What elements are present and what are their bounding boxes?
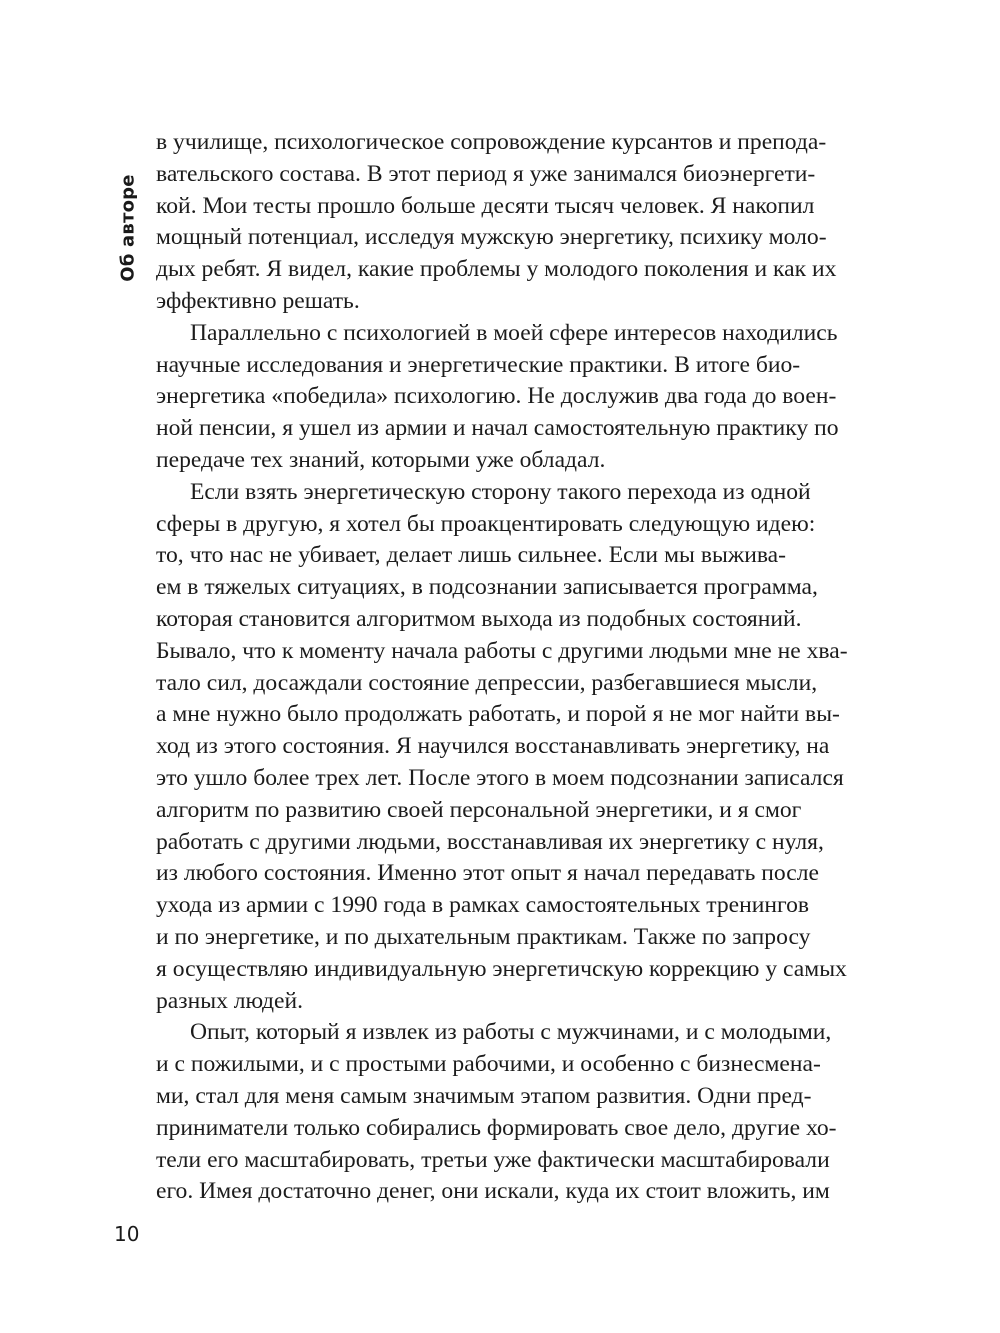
text-line: и с пожилыми, и с простыми рабочими, и особенно с бизнесмена-	[156, 1051, 821, 1078]
text-line: передаче тех знаний, которыми уже обладал.	[156, 446, 606, 473]
text-line: ми, стал для меня самым значимым этапом развития. Одни пред-	[156, 1082, 812, 1109]
text-line: работать с другими людьми, восстанавливая их энергетику с нуля,	[156, 828, 824, 855]
text-line: ной пенсии, я ушел из армии и начал самостоятельную практику по	[156, 415, 839, 442]
text-line: его. Имея достаточно денег, они искали, куда их стоит вложить, им	[156, 1178, 830, 1205]
text-line: Если взять энергетическую сторону такого перехода из одной	[190, 478, 811, 505]
text-line: разных людей.	[156, 987, 303, 1014]
text-line: тало сил, досаждали состояние депрессии, разбегавшиеся мысли,	[156, 669, 818, 696]
running-head-text: Об авторе	[117, 174, 139, 282]
text-line: и по энергетике, и по дыхательным практикам. Также по запросу	[156, 923, 811, 950]
text-line: из любого состояния. Именно этот опыт я начал передавать после	[156, 860, 819, 887]
paragraph-2	[156, 318, 839, 477]
text-line: эффективно решать.	[156, 287, 360, 314]
text-line: Параллельно с психологией в моей сфере интересов находились	[190, 319, 838, 346]
text-line: кой. Мои тесты прошло больше десяти тысяч человек. Я накопил	[156, 192, 815, 219]
body-text	[156, 127, 848, 1208]
text-line: я осуществляю индивидуальную энергетичскую коррекцию у самых	[156, 955, 847, 982]
paragraph-3	[156, 477, 848, 1018]
text-line: мощный потенциал, исследуя мужскую энергетику, психику моло-	[156, 224, 827, 251]
text-line: ход из этого состояния. Я научился восстанавливать энергетику, на	[156, 733, 830, 760]
text-line: тели его масштабировать, третьи уже фактически масштабировали	[156, 1146, 830, 1173]
text-line: научные исследования и энергетические практики. В итоге био-	[156, 351, 801, 378]
text-line: вательского состава. В этот период я уже занимался биоэнергети-	[156, 160, 816, 187]
paragraph-4	[156, 1017, 837, 1208]
text-line: то, что нас не убивает, делает лишь сильнее. Если мы выжива-	[156, 542, 786, 569]
text-line: Опыт, который я извлек из работы с мужчинами, и с молодыми,	[190, 1019, 832, 1046]
text-line: в училище, психологическое сопровождение курсантов и препода-	[156, 129, 827, 155]
text-line: Бывало, что к моменту начала работы с другими людьми мне не хва-	[156, 637, 848, 664]
text-line: ем в тяжелых ситуациях, в подсознании записывается программа,	[156, 574, 818, 601]
text-line: это ушло более трех лет. После этого в моем подсознании записался	[156, 764, 844, 791]
paragraph-1	[156, 127, 837, 318]
page-number: 10	[114, 1222, 140, 1246]
text-line: ухода из армии с 1990 года в рамках самостоятельных тренингов	[156, 892, 810, 919]
text-line: которая становится алгоритмом выхода из подобных состояний.	[156, 605, 802, 632]
text-line: приниматели только собирались формировать свое дело, другие хо-	[156, 1114, 837, 1141]
text-line: сферы в другую, я хотел бы проакцентировать следующую идею:	[156, 510, 816, 537]
text-line: а мне нужно было продолжать работать, и порой я не мог найти вы-	[156, 701, 840, 728]
text-line: алгоритм по развитию своей персональной энергетики, и я смог	[156, 796, 802, 823]
text-line: дых ребят. Я видел, какие проблемы у молодого поколения и как их	[156, 256, 837, 283]
text-line: энергетика «победила» психологию. Не дослужив два года до воен-	[156, 383, 837, 410]
